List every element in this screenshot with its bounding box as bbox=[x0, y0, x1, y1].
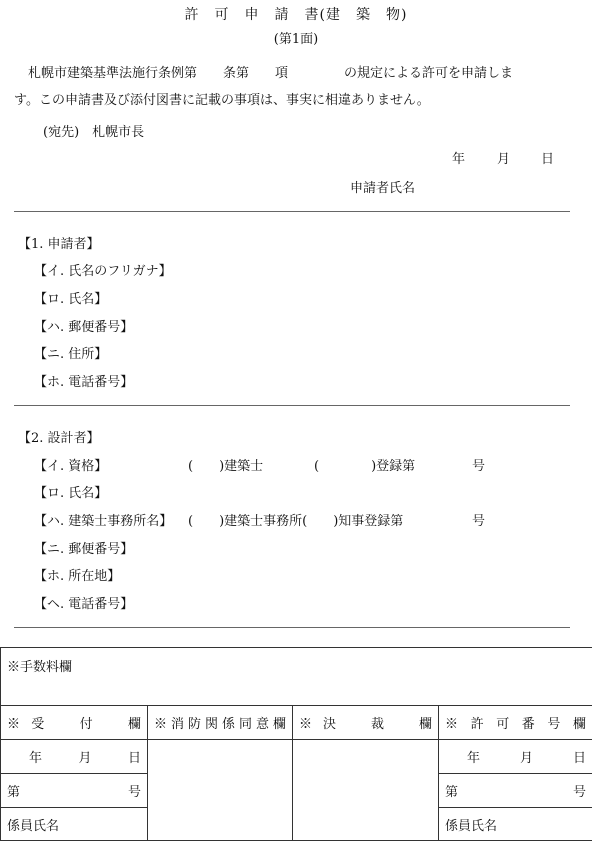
designer-qualification-number-suffix: 号 bbox=[472, 455, 485, 474]
reception-month-label: 月 bbox=[78, 747, 91, 766]
applicant-address-label: 【ニ. 住所】 bbox=[34, 343, 107, 362]
designer-postal-label: 【ニ. 郵便番号】 bbox=[34, 538, 133, 557]
fire-consent-cell bbox=[148, 740, 293, 841]
designer-qualification-architect: ( )建築士 bbox=[188, 455, 263, 474]
designer-location-label: 【ホ. 所在地】 bbox=[34, 565, 120, 584]
reception-dai-label: 第 bbox=[7, 781, 20, 800]
divider bbox=[14, 211, 570, 212]
designer-phone-label: 【ヘ. 電話番号】 bbox=[34, 593, 133, 612]
permit-go-label: 号 bbox=[573, 781, 586, 800]
applicant-phone-label: 【ホ. 電話番号】 bbox=[34, 371, 133, 390]
applicant-postal-label: 【ハ. 郵便番号】 bbox=[34, 316, 133, 335]
approval-cell bbox=[293, 740, 439, 841]
date-month-label: 月 bbox=[497, 148, 510, 167]
permit-dai-label: 第 bbox=[445, 781, 458, 800]
declaration-paragraph bbox=[14, 60, 584, 114]
document-subtitle: (第1面) bbox=[0, 28, 592, 47]
permit-year-label: 年 bbox=[467, 747, 480, 766]
reception-staff-cell bbox=[1, 808, 148, 841]
fee-field bbox=[1, 648, 592, 706]
reception-day-label: 日 bbox=[128, 747, 141, 766]
approval-header: ※決 裁 欄 bbox=[293, 706, 439, 740]
permit-number-cell bbox=[439, 774, 592, 808]
addressee: (宛先) 札幌市長 bbox=[43, 121, 144, 140]
permit-staff-label: 係員氏名 bbox=[445, 819, 497, 834]
declaration-part-1: 札幌市建築基準法施行条例第 bbox=[28, 66, 197, 81]
permit-staff-cell bbox=[439, 808, 592, 841]
reception-number-cell bbox=[1, 774, 148, 808]
permit-number-header: ※許可番号欄 bbox=[439, 706, 592, 740]
reception-date-cell bbox=[1, 740, 148, 774]
declaration-part-5: す。この申請書及び添付図書に記載の事項は、事実に相違ありません。 bbox=[14, 93, 430, 108]
designer-office-number-suffix: 号 bbox=[472, 510, 485, 529]
designer-qualification-registration: ( )登録第 bbox=[314, 455, 415, 474]
fee-label: ※手数料欄 bbox=[7, 660, 72, 675]
permit-month-label: 月 bbox=[520, 747, 533, 766]
applicant-name-field-label: 【ロ. 氏名】 bbox=[34, 288, 107, 307]
designer-name-label: 【ロ. 氏名】 bbox=[34, 482, 107, 501]
reception-year-label: 年 bbox=[29, 747, 42, 766]
date-year-label: 年 bbox=[452, 148, 465, 167]
section-applicant-title: 【1. 申請者】 bbox=[18, 233, 100, 252]
section-designer-title: 【2. 設計者】 bbox=[18, 427, 100, 446]
reception-staff-label: 係員氏名 bbox=[7, 819, 59, 834]
document-title: 許 可 申 請 書(建 築 物) bbox=[0, 4, 592, 24]
divider bbox=[14, 627, 570, 628]
designer-office-label: 【ハ. 建築士事務所名】 bbox=[34, 510, 172, 529]
declaration-part-2: 条第 bbox=[223, 66, 249, 81]
reception-header: ※受 付 欄 bbox=[1, 706, 148, 740]
designer-office-registration: ( )建築士事務所( )知事登録第 bbox=[188, 510, 403, 529]
declaration-part-3: 項 bbox=[275, 66, 288, 81]
permit-day-label: 日 bbox=[573, 747, 586, 766]
applicant-furigana-label: 【イ. 氏名のフリガナ】 bbox=[34, 260, 172, 279]
reception-go-label: 号 bbox=[128, 781, 141, 800]
declaration-part-4: の規定による許可を申請しま bbox=[344, 66, 513, 81]
office-use-table bbox=[0, 647, 592, 841]
designer-qualification-label: 【イ. 資格】 bbox=[34, 455, 107, 474]
permit-date-cell bbox=[439, 740, 592, 774]
fire-consent-header: ※消防関係同意欄 bbox=[148, 706, 293, 740]
applicant-name-label: 申請者氏名 bbox=[350, 177, 415, 196]
date-day-label: 日 bbox=[541, 148, 554, 167]
divider bbox=[14, 405, 570, 406]
